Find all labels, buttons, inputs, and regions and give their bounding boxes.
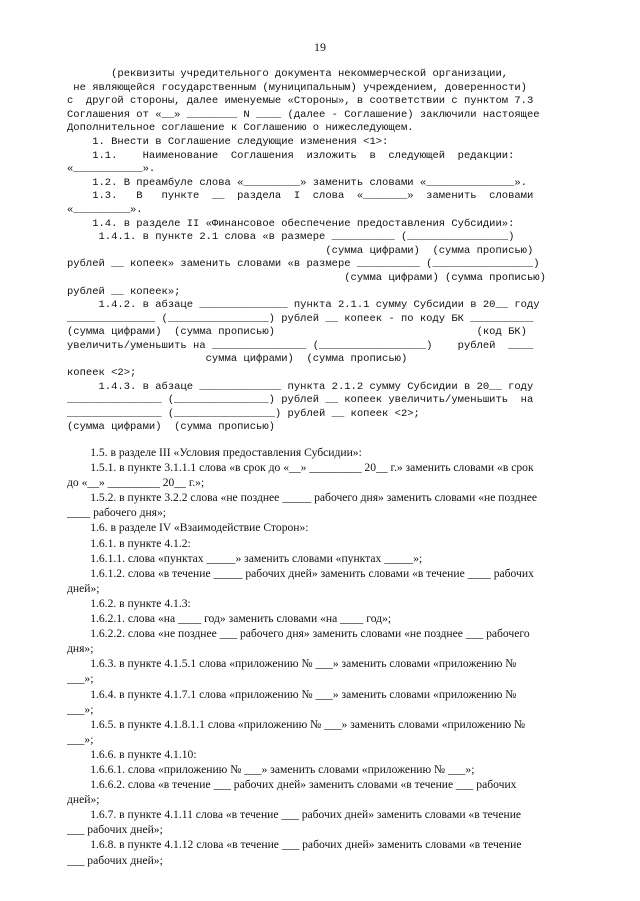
text-line: 1.6. в разделе IV «Взаимодействие Сторон»: xyxy=(67,521,309,535)
text-line: «_________». xyxy=(67,203,143,216)
text-line: 1. Внести в Соглашение следующие изменения <1>: xyxy=(67,135,389,148)
text-line: (сумма цифрами) (сумма прописью) xyxy=(67,421,275,434)
text-line: увеличить/уменьшить на _______________ (_________________) рублей ____ xyxy=(67,339,534,352)
text-line: _______________ (_______________) рублей __ копеек увеличить/уменьшить на xyxy=(67,394,534,407)
text-line: 1.6.3. в пункте 4.1.5.1 слова «приложению № ___» заменить словами «приложению № xyxy=(67,657,517,671)
text-line: 1.3. В пункте __ раздела I слова «_______» заменить словами xyxy=(67,190,534,203)
text-line: ___»; xyxy=(67,732,94,746)
text-line: 1.6.6. в пункте 4.1.10: xyxy=(67,747,197,761)
text-line: 1.4. в разделе II «Финансовое обеспечение предоставления Субсидии»: xyxy=(67,217,515,230)
text-line: ___ рабочих дней»; xyxy=(67,823,163,837)
text-line: 1.5.2. в пункте 3.2.2 слова «не позднее _____ рабочего дня» заменить словами «не позднее xyxy=(67,491,538,505)
text-line: 1.5. в разделе III «Условия предоставления Субсидии»: xyxy=(67,446,362,459)
text-line: копеек <2>; xyxy=(67,367,137,380)
text-line: (сумма цифрами) (сумма прописью) xyxy=(67,244,534,257)
text-line: 1.6.2.2. слова «не позднее ___ рабочего дня» заменить словами «не позднее ___ рабочего xyxy=(67,627,530,641)
text-line: с другой стороны, далее именуемые «Стороны», в соответствии с пунктом 7.3 xyxy=(67,95,534,108)
text-line: 1.6.1. в пункте 4.1.2: xyxy=(67,536,191,550)
text-line: до «__» _________ 20__ г.»; xyxy=(67,476,205,490)
text-line: _______________ (________________) рублей __ копеек <2>; xyxy=(67,407,420,420)
text-line: 1.6.2.1. слова «на ____ год» заменить словами «на ____ год»; xyxy=(67,612,392,626)
text-line: 1.6.7. в пункте 4.1.11 слова «в течение ___ рабочих дней» заменить словами «в течение xyxy=(67,808,522,822)
text-line: дней»; xyxy=(67,793,100,807)
text-line: рублей __ копеек» заменить словами «в размере __________ (________________) xyxy=(67,258,540,271)
text-line: 1.6.2. в пункте 4.1.3: xyxy=(67,596,191,610)
text-line: ___»; xyxy=(67,702,94,716)
text-line: 1.6.1.2. слова «в течение _____ рабочих дней» заменить словами «в течение ____ рабочих xyxy=(67,566,534,580)
text-line: ______________ (________________) рублей __ копеек - по коду БК __________ xyxy=(67,312,534,325)
text-line: 1.6.6.1. слова «приложению № ___» заменить словами «приложению № ___»; xyxy=(67,762,475,776)
text-line: 1.4.3. в абзаце _____________ пункта 2.1.2 сумму Субсидии в 20__ году xyxy=(67,380,534,393)
agreement-text-serif xyxy=(67,445,585,868)
text-line: ____ рабочего дня»; xyxy=(67,506,167,520)
text-line: «___________». xyxy=(67,163,156,176)
text-line: 1.4.1. в пункте 2.1 слова «в размере __________ (________________) xyxy=(67,231,515,244)
agreement-text-monospace xyxy=(67,68,587,435)
text-line: 1.6.5. в пункте 4.1.8.1.1 слова «приложению № ___» заменить словами «приложению № xyxy=(67,717,526,731)
text-line: не являющейся государственным (муниципальным) учреждением, доверенности) xyxy=(67,81,527,94)
text-line: 1.5.1. в пункте 3.1.1.1 слова «в срок до «__» _________ 20__ г.» заменить словами «в срок xyxy=(67,461,534,475)
text-line: рублей __ копеек»; xyxy=(67,285,181,298)
text-line: 1.6.6.2. слова «в течение ___ рабочих дней» заменить словами «в течение ___ рабочих xyxy=(67,778,517,792)
text-line: 1.6.8. в пункте 4.1.12 слова «в течение ___ рабочих дней» заменить словами «в течение xyxy=(67,838,522,852)
text-line: (сумма цифрами) (сумма прописью) (код БК) xyxy=(67,326,527,339)
page-number: 19 xyxy=(314,40,326,54)
text-line: 1.6.1.1. слова «пунктах _____» заменить словами «пунктах _____»; xyxy=(67,551,423,565)
text-line: Соглашения от «__» ________ N ____ (далее - Соглашение) заключили настоящее xyxy=(67,108,540,121)
text-line: (сумма цифрами) (сумма прописью) xyxy=(67,271,546,284)
text-line: 1.2. В преамбуле слова «_________» заменить словами «______________». xyxy=(67,176,527,189)
text-line: дней»; xyxy=(67,581,100,595)
text-line: (реквизиты учредительного документа некоммерческой организации, xyxy=(67,68,509,80)
text-line: дня»; xyxy=(67,642,94,656)
text-line: 1.6.4. в пункте 4.1.7.1 слова «приложению № ___» заменить словами «приложению № xyxy=(67,687,517,701)
text-line: Дополнительное соглашение к Соглашению о нижеследующем. xyxy=(67,122,414,135)
text-line: 1.1. Наименование Соглашения изложить в следующей редакции: xyxy=(67,149,515,162)
text-line: ___ рабочих дней»; xyxy=(67,853,163,867)
text-line: ___»; xyxy=(67,672,94,686)
text-line: сумма цифрами) (сумма прописью) xyxy=(67,353,408,366)
text-line: 1.4.2. в абзаце ______________ пункта 2.1.1 сумму Субсидии в 20__ году xyxy=(67,299,540,312)
